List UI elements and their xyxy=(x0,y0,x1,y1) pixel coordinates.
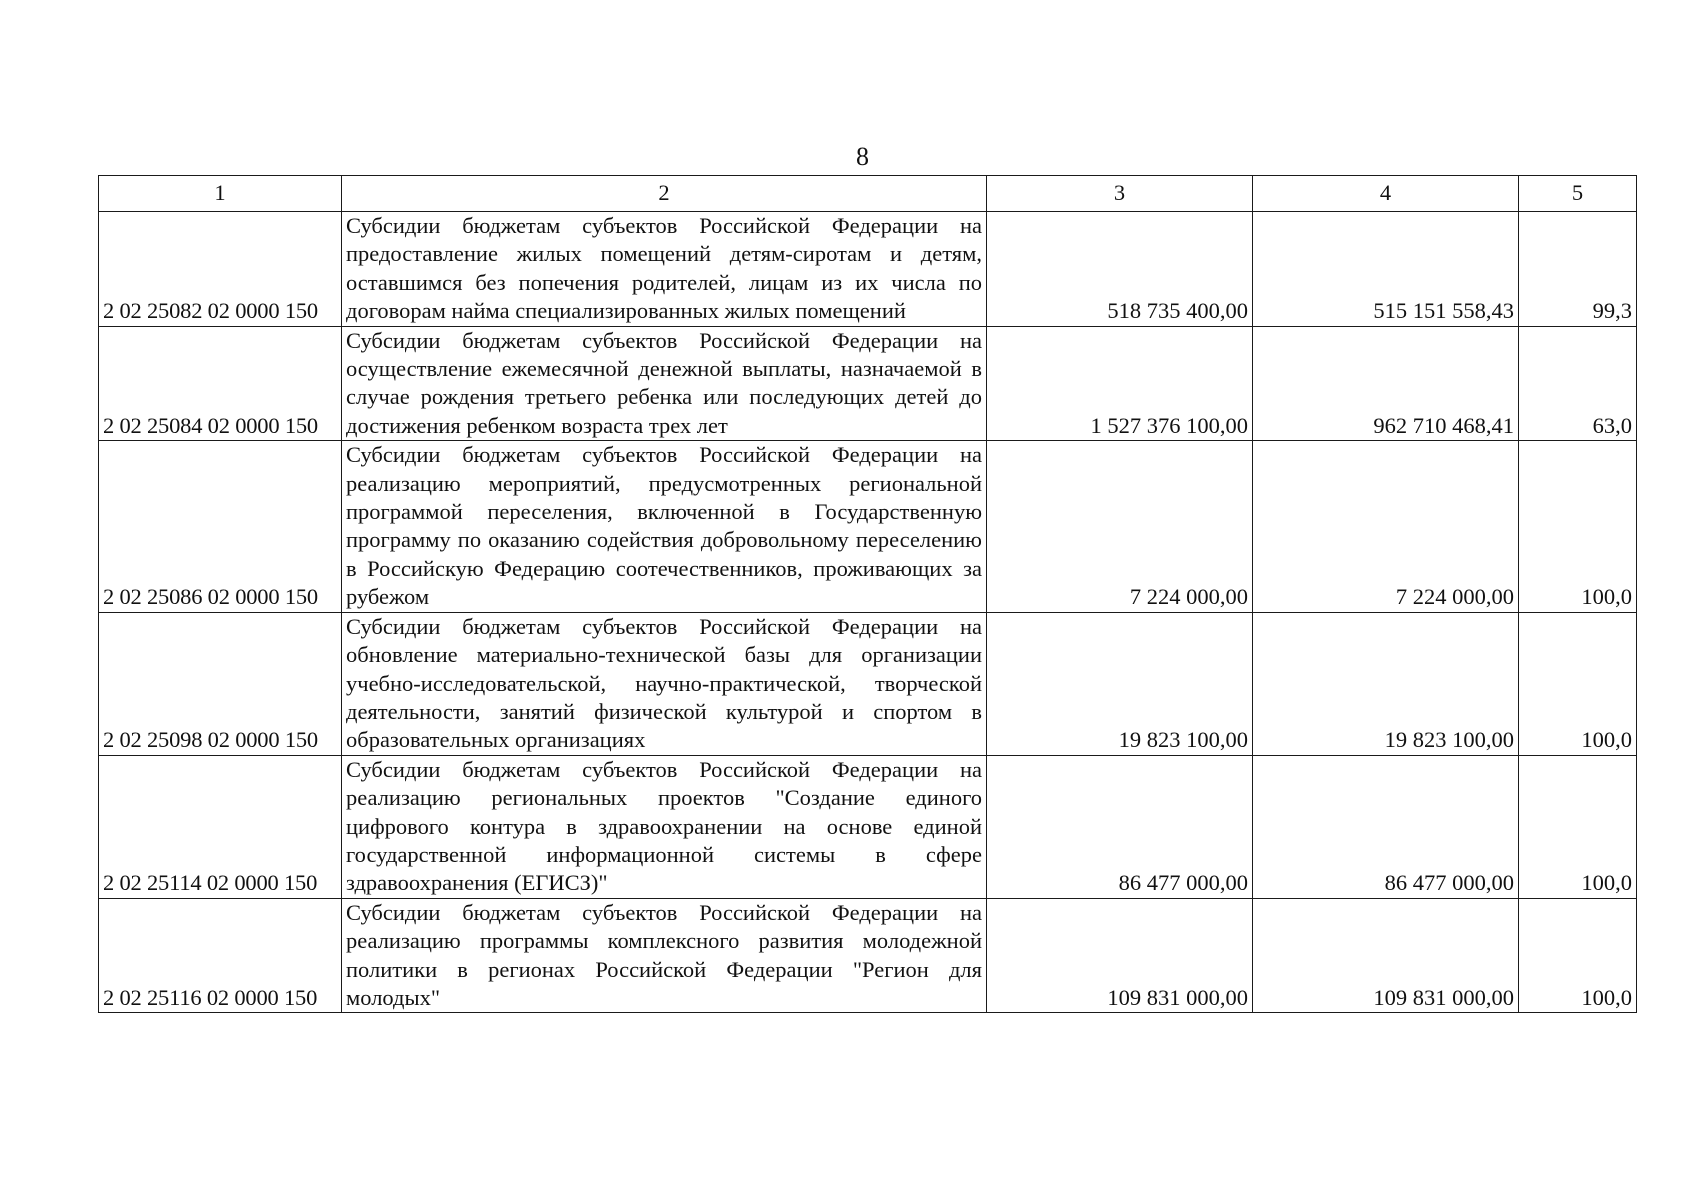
budget-code: 2 02 25116 02 0000 150 xyxy=(99,898,342,1013)
table-row xyxy=(99,898,1637,1013)
execution-percent: 100,0 xyxy=(1519,441,1637,612)
execution-percent: 99,3 xyxy=(1519,212,1637,327)
row-description: Субсидии бюджетам субъектов Российской Федерации на реализацию региональных проектов "Создание единого цифрового контура в здравоохранении на основе единой государственной информационной системы в сфере здравоохранения (ЕГИСЗ)" xyxy=(342,755,987,898)
planned-amount: 7 224 000,00 xyxy=(987,441,1253,612)
execution-percent: 100,0 xyxy=(1519,898,1637,1013)
column-header-description: 2 xyxy=(342,176,987,212)
table-row xyxy=(99,612,1637,755)
actual-amount: 19 823 100,00 xyxy=(1253,612,1519,755)
column-header-actual: 4 xyxy=(1253,176,1519,212)
row-description: Субсидии бюджетам субъектов Российской Федерации на реализацию программы комплексного развития молодежной политики в регионах Российской Федерации "Регион для молодых" xyxy=(342,898,987,1013)
table-row xyxy=(99,326,1637,441)
column-header-code: 1 xyxy=(99,176,342,212)
budget-code: 2 02 25086 02 0000 150 xyxy=(99,441,342,612)
budget-code: 2 02 25098 02 0000 150 xyxy=(99,612,342,755)
planned-amount: 86 477 000,00 xyxy=(987,755,1253,898)
table-row xyxy=(99,441,1637,612)
page-number: 8 xyxy=(856,142,869,171)
header-row xyxy=(99,176,1637,212)
budget-table xyxy=(98,175,1637,1013)
column-header-planned: 3 xyxy=(987,176,1253,212)
row-description: Субсидии бюджетам субъектов Российской Федерации на обновление материально-технической базы для организации учебно-исследовательской, научно-практической, творческой деятельности, занятий физической культурой и спортом в образовательных организациях xyxy=(342,612,987,755)
budget-code: 2 02 25084 02 0000 150 xyxy=(99,326,342,441)
execution-percent: 100,0 xyxy=(1519,612,1637,755)
actual-amount: 515 151 558,43 xyxy=(1253,212,1519,327)
execution-percent: 100,0 xyxy=(1519,755,1637,898)
table-row xyxy=(99,755,1637,898)
planned-amount: 1 527 376 100,00 xyxy=(987,326,1253,441)
planned-amount: 518 735 400,00 xyxy=(987,212,1253,327)
planned-amount: 19 823 100,00 xyxy=(987,612,1253,755)
planned-amount: 109 831 000,00 xyxy=(987,898,1253,1013)
row-description: Субсидии бюджетам субъектов Российской Федерации на предоставление жилых помещений детям-сиротам и детям, оставшимся без попечения родителей, лицам из их числа по договорам найма специализированных жилых помещений xyxy=(342,212,987,327)
row-description: Субсидии бюджетам субъектов Российской Федерации на осуществление ежемесячной денежной выплаты, назначаемой в случае рождения третьего ребенка или последующих детей до достижения ребенком возраста трех лет xyxy=(342,326,987,441)
table-row xyxy=(99,212,1637,327)
budget-code: 2 02 25114 02 0000 150 xyxy=(99,755,342,898)
actual-amount: 7 224 000,00 xyxy=(1253,441,1519,612)
row-description: Субсидии бюджетам субъектов Российской Федерации на реализацию мероприятий, предусмотренных региональной программой переселения, включенной в Государственную программу по оказанию содействия добровольному переселению в Российскую Федерацию соотечественников, проживающих за рубежом xyxy=(342,441,987,612)
budget-code: 2 02 25082 02 0000 150 xyxy=(99,212,342,327)
actual-amount: 86 477 000,00 xyxy=(1253,755,1519,898)
execution-percent: 63,0 xyxy=(1519,326,1637,441)
actual-amount: 109 831 000,00 xyxy=(1253,898,1519,1013)
actual-amount: 962 710 468,41 xyxy=(1253,326,1519,441)
column-header-percent: 5 xyxy=(1519,176,1637,212)
